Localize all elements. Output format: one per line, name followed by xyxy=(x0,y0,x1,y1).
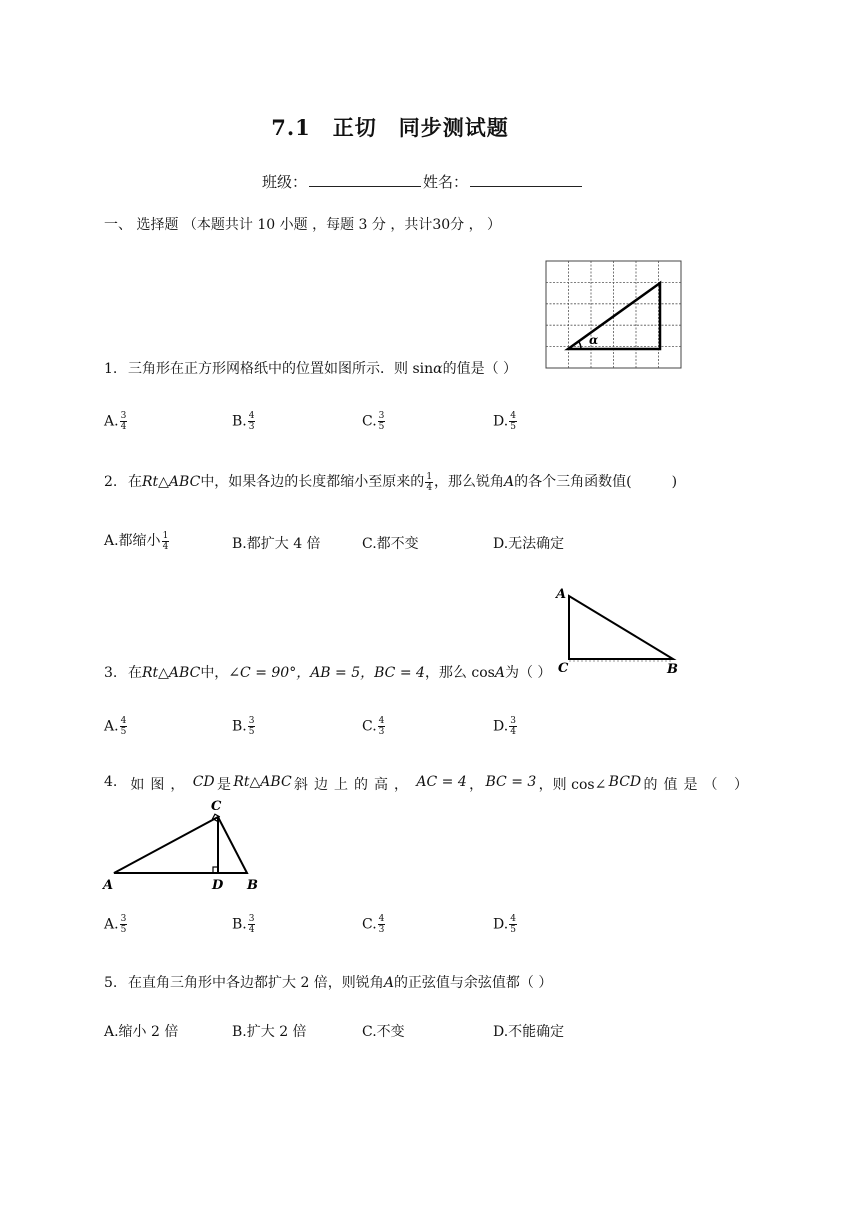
option-label: D. xyxy=(493,916,509,933)
math-var: A xyxy=(504,474,515,490)
option-label: A. xyxy=(104,413,119,430)
alpha-label: α xyxy=(589,333,599,347)
question-text: 斜边上的高， xyxy=(294,777,415,793)
title-number: 7.1 xyxy=(271,115,311,140)
option-d[interactable]: D.无法确定 xyxy=(493,536,565,552)
fraction: $\frac{1}{4}$ xyxy=(426,471,433,493)
question-text: 在 xyxy=(128,474,142,490)
option-label: B. xyxy=(232,413,247,430)
fraction: $\frac{4}{3}$ xyxy=(378,914,385,935)
math-var: Rt△ABC xyxy=(142,474,201,490)
question-3 xyxy=(104,662,551,682)
grid-triangle-figure xyxy=(545,260,683,370)
triangle-acb-figure xyxy=(552,583,688,677)
math-condition: BC = 3 xyxy=(485,774,537,790)
fraction: $\frac{3}{5}$ xyxy=(120,914,127,935)
option-c[interactable] xyxy=(362,411,386,432)
option-a[interactable] xyxy=(104,530,170,552)
fraction: $\frac{3}{4}$ xyxy=(510,716,516,737)
vertex-c-label: C xyxy=(558,661,569,676)
student-info xyxy=(262,171,584,192)
option-label: C. xyxy=(362,413,377,430)
option-b[interactable] xyxy=(232,411,256,432)
option-b[interactable] xyxy=(232,914,256,935)
option-c[interactable]: C.都不变 xyxy=(362,536,419,552)
option-d[interactable] xyxy=(493,411,518,432)
altitude-triangle-figure xyxy=(102,796,268,892)
math-condition: AC = 4 xyxy=(416,774,467,790)
question-1 xyxy=(104,358,517,378)
question-number: 1. xyxy=(104,361,118,377)
option-label: B. xyxy=(232,916,247,933)
question-number: 5. xyxy=(104,975,118,991)
option-label: C. xyxy=(362,916,377,933)
question-text: 为（ ） xyxy=(504,665,552,681)
option-label: D. xyxy=(493,413,509,430)
math-var: BCD xyxy=(608,774,642,790)
question-text: ，则 cos∠ xyxy=(538,777,607,793)
vertex-c-label: C xyxy=(211,799,222,814)
option-d[interactable]: D.不能确定 xyxy=(493,1024,565,1040)
option-b[interactable] xyxy=(232,716,256,737)
option-label: B. xyxy=(232,718,247,735)
class-blank[interactable] xyxy=(309,172,421,187)
math-var: α xyxy=(433,361,443,377)
option-c[interactable] xyxy=(362,914,386,935)
question-number: 3. xyxy=(104,665,118,681)
math-condition: ∠C = 90°，AB = 5，BC = 4 xyxy=(228,665,425,681)
vertex-b-label: B xyxy=(247,878,258,892)
question-text: ，那么 cos xyxy=(424,665,495,681)
option-a[interactable] xyxy=(104,914,128,935)
fraction: $\frac{1}{4}$ xyxy=(162,530,169,552)
question-number: 2. xyxy=(104,474,118,490)
question-text: 的值是（ ） xyxy=(442,361,518,377)
question-number: 4. xyxy=(104,774,118,790)
question-text: 是 xyxy=(217,777,232,793)
fraction: $\frac{3}{5}$ xyxy=(378,411,385,432)
class-label: 班级： xyxy=(262,173,308,191)
option-a[interactable]: A.缩小 2 倍 xyxy=(104,1024,179,1040)
question-5 xyxy=(104,972,552,992)
page-title xyxy=(0,112,780,142)
title-topic: 正切 xyxy=(332,115,377,140)
option-label: A. xyxy=(104,916,119,933)
option-label: A.都缩小 xyxy=(104,533,161,549)
option-c[interactable]: C.不变 xyxy=(362,1024,405,1040)
name-label: 姓名： xyxy=(423,173,469,191)
option-b[interactable]: B.扩大 2 倍 xyxy=(232,1024,307,1040)
fraction: $\frac{4}{3}$ xyxy=(248,411,255,432)
math-var: Rt△ABC xyxy=(142,665,201,681)
option-a[interactable] xyxy=(104,411,128,432)
title-suffix: 同步测试题 xyxy=(398,115,509,140)
math-var: A xyxy=(494,665,505,681)
fraction: $\frac{3}{4}$ xyxy=(248,914,255,935)
question-text: 在直角三角形中各边都扩大 2 倍，则锐角 xyxy=(128,975,384,991)
question-2 xyxy=(104,471,677,493)
math-var: A xyxy=(383,975,394,991)
vertex-d-label: D xyxy=(212,878,224,892)
question-text: ，那么锐角 xyxy=(434,474,505,490)
option-label: A. xyxy=(104,718,119,735)
fraction: $\frac{3}{5}$ xyxy=(248,716,255,737)
option-b[interactable]: B.都扩大 4 倍 xyxy=(232,536,321,552)
question-4: 4. 如图， CD 是 Rt△ABC 斜边上的高， AC = 4 ， BC = 3 ，则 cos∠ BCD 的值是（ ） xyxy=(104,774,754,793)
option-d[interactable] xyxy=(493,716,518,737)
fraction: $\frac{4}{5}$ xyxy=(510,411,516,432)
question-text: 三角形在正方形网格纸中的位置如图所示．则 sin xyxy=(128,361,434,377)
option-label: C. xyxy=(362,718,377,735)
question-text: ) xyxy=(671,474,678,490)
option-a[interactable] xyxy=(104,716,128,737)
vertex-b-label: B xyxy=(667,662,678,677)
option-d[interactable] xyxy=(493,914,518,935)
fraction: $\frac{4}{5}$ xyxy=(120,716,127,737)
name-blank[interactable] xyxy=(470,172,582,187)
option-c[interactable] xyxy=(362,716,386,737)
math-var: Rt△ABC xyxy=(233,774,292,790)
question-text: 中， xyxy=(200,665,229,681)
fraction: $\frac{4}{5}$ xyxy=(510,914,516,935)
vertex-a-label: A xyxy=(103,878,114,892)
fraction: $\frac{3}{4}$ xyxy=(120,411,127,432)
question-text: 中，如果各边的长度都缩小至原来的 xyxy=(200,474,425,490)
math-var: CD xyxy=(192,774,215,790)
question-text: 的正弦值与余弦值都（ ） xyxy=(393,975,553,991)
section-heading: 一、 选择题 （本题共计 10 小题 ，每题 3 分 ，共计30分 ， ） xyxy=(104,217,502,233)
question-text: 在 xyxy=(128,665,142,681)
option-label: D. xyxy=(493,718,509,735)
question-text: 如图， xyxy=(130,777,191,793)
question-text: 的各个三角函数值( xyxy=(514,474,632,490)
question-text: 的值是（ ） xyxy=(643,777,754,793)
vertex-a-label: A xyxy=(556,587,567,602)
fraction: $\frac{4}{3}$ xyxy=(378,716,385,737)
